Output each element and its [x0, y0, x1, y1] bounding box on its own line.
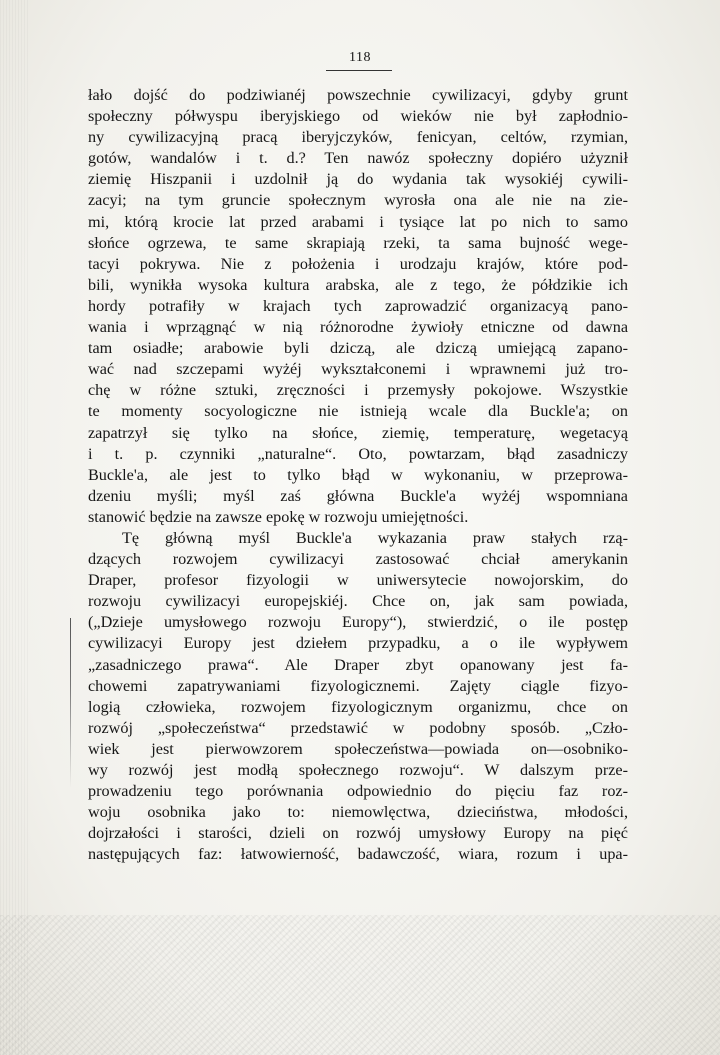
text-line: i t. p. czynniki „naturalne“. Oto, powtarzam, błąd zasadniczy	[88, 444, 628, 463]
page-number: 118	[349, 50, 371, 65]
text-line: wy rozwój jest modłą społecznego rozwoju“. W dalszym prze-	[88, 761, 628, 779]
text-line: woju osobnika jako to: niemowlęctwa, dzieciństwa, młodości,	[88, 803, 628, 822]
text-line: te momenty socyologiczne nie istnieją wcale dla Buckle'a; on	[88, 402, 628, 421]
text-line: gotów, wandalów i t. d.? Ten nawóz społeczny dopiéro użyznił	[88, 149, 628, 168]
text-line: łało dojść do podziwianéj powszechnie cywilizacyi, gdyby grunt	[88, 86, 628, 104]
text-line: bili, wynikła wysoka kultura arabska, ale z tego, że półdzikie ich	[88, 275, 628, 294]
text-line: rozwoju cywilizacyi europejskiéj. Chce on, jak sam powiada,	[88, 592, 628, 611]
text-line: zapatrzył się tylko na słońce, ziemię, temperaturę, wegetacyą	[88, 423, 628, 442]
margin-pencil-mark	[70, 618, 71, 788]
text-line: tacyi pokrywa. Nie z położenia i urodzaju krajów, które pod-	[88, 254, 628, 273]
text-line: Draper, profesor fizyologii w uniwersytecie nowojorskim, do	[88, 571, 628, 590]
text-line: („Dzieje umysłowego rozwoju Europy“), stwierdzić, o ile postęp	[88, 613, 628, 632]
text-line: ziemię Hiszpanii i uzdolnił ją do wydania tak wysokiéj cywili-	[88, 170, 628, 189]
text-line: dzących rozwojem cywilizacyi zastosować chciał amerykanin	[88, 550, 628, 569]
body-text	[88, 85, 628, 865]
text-line: stanowić będzie na zawsze epokę w rozwoju umiejętności.	[88, 507, 469, 526]
text-line: słońce ogrzewa, te same skrapiają rzeki, ta sama bujność wege-	[88, 233, 628, 252]
text-line: dzeniu myśli; myśl zaś główna Buckle'a wyżéj wspomniana	[88, 486, 628, 505]
text-line: mi, którą krocie lat przed arabami i tysiące lat po nich to samo	[88, 212, 628, 231]
text-line: społeczny półwyspu iberyjskiego od wieków nie był zapłodnio-	[88, 107, 628, 126]
text-line: wiek jest pierwowzorem społeczeństwa—powiada on—osobniko-	[88, 739, 628, 758]
text-line: dojrzałości i starości, dzieli on rozwój umysłowy Europy na pięć	[88, 824, 628, 843]
paragraph-1	[88, 85, 628, 528]
page-number-rule	[326, 70, 392, 71]
text-line: Tę główną myśl Buckle'a wykazania praw stałych rzą-	[122, 528, 628, 547]
paragraph-2	[88, 528, 628, 866]
text-line: rozwój „społeczeństwa“ przedstawić w podobny sposób. „Czło-	[88, 718, 628, 737]
text-line: Buckle'a, ale jest to tylko błąd w wykonaniu, w przeprowa-	[88, 465, 628, 484]
text-line: zacyi; na tym gruncie społecznym wyrosła ona ale nie na zie-	[88, 191, 628, 210]
text-line: cywilizacyi Europy jest dziełem przypadku, a o ile wypływem	[88, 634, 628, 653]
text-line: logią człowieka, rozwojem fizyologicznym organizmu, chce on	[88, 697, 628, 716]
text-line: hordy potrafiły w krajach tych zaprowadzić organizacyą pano-	[88, 296, 628, 315]
text-line: tam osiadłe; arabowie byli dziczą, ale dziczą umiejącą zapano-	[88, 339, 628, 358]
page-scan-grain	[0, 915, 720, 1055]
text-line: chowemi zapatrywaniami fizyologicznemi. Zajęty ciągle fizyo-	[88, 676, 628, 695]
text-line: prowadzeniu tego porównania odpowiednio do pięciu faz roz-	[88, 782, 628, 801]
text-line: ny cywilizacyjną pracą iberyjczyków, fenicyan, celtów, rzymian,	[88, 128, 628, 147]
text-line: chę w różne sztuki, zręczności i przemysły pokojowe. Wszystkie	[88, 381, 628, 400]
text-line: wania i wprzągnąć w nią różnorodne żywioły etniczne od dawna	[88, 318, 628, 337]
text-line: następujących faz: łatwowierność, badawczość, wiara, rozum i upa-	[88, 845, 628, 864]
page-edge-shading	[0, 0, 30, 1055]
text-line: wać nad szczepami wyżéj wykształconemi i wprawnemi już tro-	[88, 360, 628, 379]
text-line: „zasadniczego prawa“. Ale Draper zbyt opanowany jest fa-	[88, 655, 628, 674]
